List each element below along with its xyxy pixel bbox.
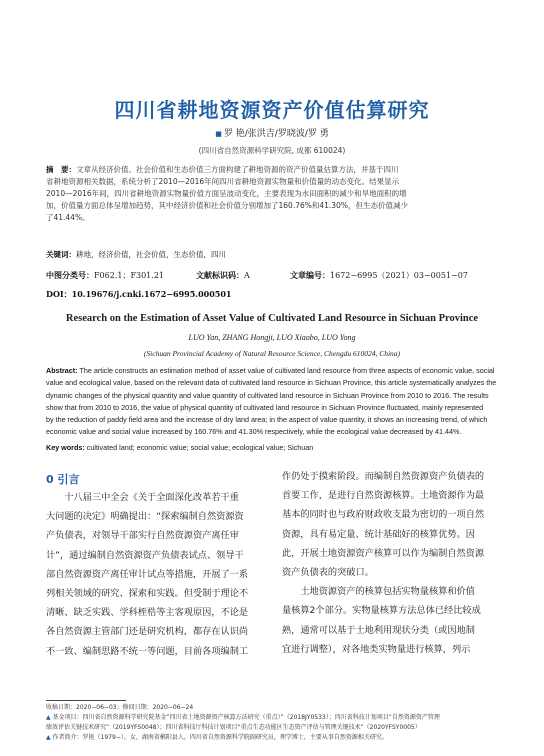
section-heading-introduction: 0 引言 bbox=[46, 473, 80, 486]
keywords-en-text: cultivated land; economic value; social value; ecological value; Sichuan bbox=[86, 443, 314, 452]
body-line: 熟，通常可以基于土地利用现状分类（或因地制 bbox=[282, 624, 475, 636]
footnote-received: 收稿日期：2020−06−03；修回日期：2020−06−24 bbox=[46, 704, 194, 711]
keywords-en bbox=[46, 443, 313, 452]
keywords-cn-label: 关键词： bbox=[46, 250, 76, 259]
doi: DOI：10.19676/j.cnki.1672−6995.000501 bbox=[46, 289, 232, 299]
body-line: 不一致、编制思路不统一等问题，目前各项编制工 bbox=[46, 645, 249, 657]
authors-cn bbox=[0, 126, 544, 139]
abstract-en-line: value and ecological value, based on the relevant data of cultivated land resource in Sichuan Province, this article systematically analyzes the bbox=[46, 378, 497, 388]
abstract-cn-label: 摘 要： bbox=[46, 165, 76, 174]
body-line: 基本的同时也与政府财政收支最为密切的一项自然 bbox=[282, 509, 485, 521]
affiliation-cn: (四川省自然资源科学研究院, 成都 610024) bbox=[198, 146, 346, 155]
body-column-right bbox=[282, 467, 500, 659]
body-line: 首要工作，是进行自然资源核算。土地资源作为最 bbox=[282, 490, 485, 502]
abstract-cn-line: 文章从经济价值、社会价值和生态价值三方面构建了耕地资源的资产价值量估算方法，并基于四川 bbox=[76, 165, 399, 174]
clc-label: 中图分类号： bbox=[46, 270, 94, 280]
body-line: 清晰、缺乏实践、学科桎梏等主客观原因，不论是 bbox=[46, 607, 249, 619]
abstract-cn-line: 2010—2016年间，四川省耕地资源实物量价值方面呈波动变化，主要表现为水田面积的减少和旱地面积的增 bbox=[46, 189, 407, 198]
paper-title-cn: 四川省耕地资源资产价值估算研究 bbox=[114, 98, 430, 122]
body-line: 资产负债表的突破口。 bbox=[282, 566, 374, 578]
affiliation-en: (Sichuan Provincial Academy of Natural Resource Science, Chengdu 610024, China) bbox=[143, 349, 401, 358]
article-no-value: 1672−6995（2021）03−0051−07 bbox=[330, 271, 468, 280]
footnote-funding-cont: 绩效评估关键技术研究”（2019YFS0048）；四川省科技厅科技计划项目“重点生态功能区生态资产评估与管理关键技术”（2020YFSY0005） bbox=[46, 724, 421, 731]
body-line: 产负债表，对领导干部实行自然资源资产离任审 bbox=[46, 530, 239, 542]
body-line: 量核算2个部分。实物量核算方法总体已经比较成 bbox=[282, 605, 481, 617]
authors-en: LUO Yan, ZHANG Hongji, LUO Xiaobo, LUO Yong bbox=[188, 333, 356, 342]
doc-code-value: A bbox=[244, 271, 250, 280]
body-line: 计”，通过编制自然资源资产负债表试点、领导干 bbox=[46, 549, 244, 561]
abstract-cn bbox=[46, 164, 500, 224]
doc-code-label: 文献标识码： bbox=[196, 270, 244, 280]
body-line: 列相关领域的研究、探索和实践。但受制于理论不 bbox=[46, 587, 249, 599]
keywords-cn bbox=[46, 249, 500, 260]
abstract-en-line: by the reduction of paddy field area and the increase of dry land area; in the aspect of value quantity, it shows an increasing trend, of which bbox=[46, 415, 488, 425]
footnote-divider bbox=[46, 700, 126, 701]
footnote-funding: 基金项目：四川省自然资源科学研究院基金“四川省土地资源资产核算方法研究（重点）”（2018JY0533）；四川省科技计划项目“自然资源资产管理 bbox=[52, 714, 440, 721]
triangle-icon: ▲ bbox=[46, 734, 51, 741]
body-column-left bbox=[46, 488, 266, 661]
abstract-cn-line: 加，价值量方面总体呈增加趋势，其中经济价值和社会价值分别增加了160.76%和41.30%，但生态价值减少 bbox=[46, 201, 408, 210]
abstract-en-label: Abstract: bbox=[46, 366, 78, 375]
footnote-author-bio: 作者简介：罗艳（1979−），女，湖南省郴阳县人，四川省自然资源科学院副研究员，理学博士，主要从事自然资源相关研究。 bbox=[52, 734, 388, 741]
abstract-en-line: show that from 2010 to 2016, the value of physical quantity of cultivated land resource in Sichuan Province fluctuated, mainly represented bbox=[46, 402, 484, 412]
abstract-en-line: The article constructs an estimation method of asset value of cultivated land resource from three aspects of economic value, social bbox=[79, 366, 495, 375]
body-line: 十八届三中全会《关于全面深化改革若干重 bbox=[46, 492, 239, 503]
keywords-cn-text: 耕地，经济价值，社会价值，生态价值，四川 bbox=[76, 250, 226, 259]
abstract-en-line: economic value and social value increased by 160.76% and 41.30% respectively, while the ecological value decreased by 41.44%. bbox=[46, 427, 462, 437]
abstract-en bbox=[46, 365, 500, 439]
article-no-label: 文章编号： bbox=[290, 270, 330, 280]
bullet-square-icon: ■ bbox=[215, 130, 222, 138]
keywords-en-label: Key words: bbox=[46, 443, 85, 452]
body-line: 宜进行调整），对各地类实物量进行核算，列示 bbox=[282, 643, 471, 655]
authors-cn-text: 罗 艳/张洪吉/罗晓波/罗 勇 bbox=[223, 129, 329, 139]
abstract-cn-line: 省耕地资源相关数据，系统分析了2010—2016年间四川省耕地资源实物量和价值量的动态变化。结果显示 bbox=[46, 177, 400, 186]
triangle-icon: ▲ bbox=[46, 714, 51, 721]
body-line: 部自然资源资产离任审计试点等措施，开展了一系 bbox=[46, 568, 249, 580]
body-line: 作仍处于摸索阶段。而编制自然资源资产负债表的 bbox=[282, 471, 485, 482]
abstract-cn-line: 了41.44%。 bbox=[46, 213, 90, 222]
body-line: 此，开展土地资源资产核算可以作为编制自然资源 bbox=[282, 547, 485, 559]
body-line: 资源，具有易定量、统计基础好的核算优势。因 bbox=[282, 528, 475, 540]
footnotes bbox=[46, 703, 506, 743]
paper-title-en: Research on the Estimation of Asset Value of Cultivated Land Resource in Sichuan Province bbox=[65, 313, 479, 324]
body-line: 大问题的决定》明确提出：“探索编制自然资源资 bbox=[46, 511, 244, 523]
abstract-en-line: dynamic changes of the physical quantity and value quantity of cultivated land resource in Sichuan Province from 2010 to 2016. The results bbox=[46, 390, 489, 400]
body-line: 各自然资源主管部门还是研究机构，都存在认识尚 bbox=[46, 626, 249, 638]
clc-value: F062.1；F301.21 bbox=[94, 271, 164, 280]
body-line: 土地资源资产的核算包括实物量核算和价值 bbox=[282, 586, 475, 598]
